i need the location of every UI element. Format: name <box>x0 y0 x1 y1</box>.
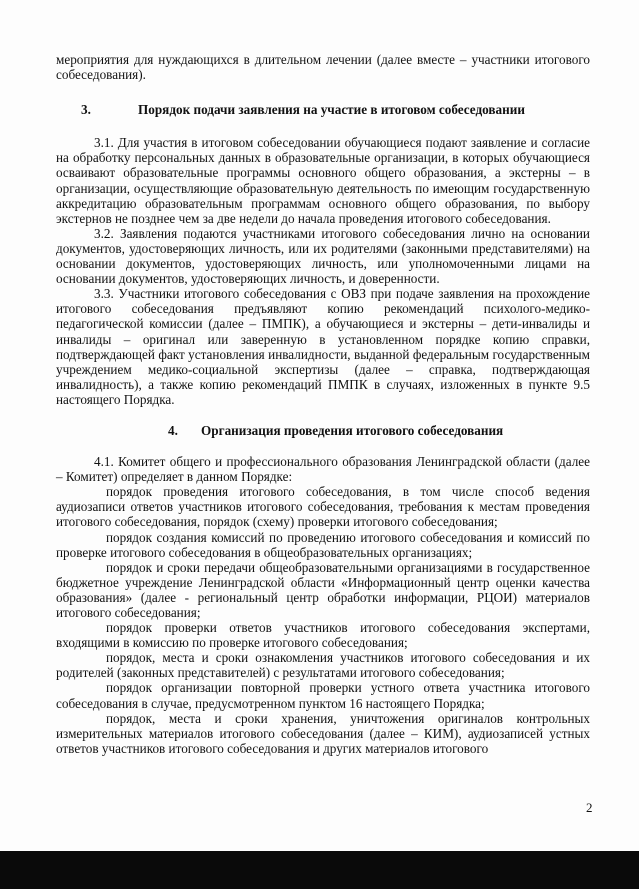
section-3-number: 3. <box>81 102 91 118</box>
document-body <box>56 52 590 756</box>
list-item: порядок, места и сроки ознакомления участников итогового собеседования и их родителей (законных представителей) с результатами итогового собеседования; <box>56 650 590 681</box>
paragraph-4-1: 4.1. Комитет общего и профессионального образования Ленинградской области (далее – Комитет) определяет в данном Порядке: <box>56 454 590 485</box>
paragraph-3-1: 3.1. Для участия в итоговом собеседовании обучающиеся подают заявление и согласие на обработку персональных данных в образовательные организации, в которых обучающиеся осваивают образовательные программы основного общего образования, а экстерны – в организации, осуществляющие образовательную деятельность по имеющим государственную аккредитацию образовательным программам основного общего образования, по выбору экстернов не позднее чем за две недели до начала проведения итогового собеседования. <box>56 135 590 226</box>
scan-border <box>0 851 639 889</box>
section-4-title: Организация проведения итогового собеседования <box>201 422 504 438</box>
list-item: порядок и сроки передачи общеобразовательными организациями в государственное бюджетное учреждение Ленинградской области «Информационный центр оценки качества образования» (далее - региональный центр обработки информации, РЦОИ) материалов итогового собеседования; <box>56 559 590 620</box>
list-item: порядок, места и сроки хранения, уничтожения оригиналов контрольных измерительных материалов итогового собеседования (далее – КИМ), аудиозаписей устных ответов участников итогового собеседования и других материалов итогового <box>56 710 590 756</box>
paragraph-3-3: 3.3. Участники итогового собеседования с ОВЗ при подаче заявления на прохождение итогового собеседования предъявляют копию рекомендаций психолого-медико-педагогической комиссии (далее – ПМПК), а обучающиеся и экстерны – дети-инвалиды и инвалиды – оригинал или заверенную в установленном порядке копию справки, подтверждающей факт установления инвалидности, выданной федеральным государственным учреждением медико-социальной экспертизы (далее – справка, подтверждающая инвалидность), а также копию рекомендаций ПМПК в случаях, изложенных в пункте 9.5 настоящего Порядка. <box>56 286 590 407</box>
section-4-number: 4. <box>168 422 178 438</box>
list-item: порядок организации повторной проверки устного ответа участника итогового собеседования в случае, предусмотренном пунктом 16 настоящего Порядка; <box>56 680 590 711</box>
section-3-heading <box>56 102 590 117</box>
page-number: 2 <box>586 800 593 815</box>
section-4-heading <box>56 423 590 438</box>
list-item: порядок создания комиссий по проведению итогового собеседования и комиссий по проверке итогового собеседования в общеобразовательных организациях; <box>56 529 590 560</box>
section-3-title: Порядок подачи заявления на участие в итоговом собеседовании <box>138 102 525 118</box>
list-item: порядок проверки ответов участников итогового собеседования экспертами, входящими в комиссию по проверке итогового собеседования; <box>56 620 590 651</box>
paragraph-3-2: 3.2. Заявления подаются участниками итогового собеседования лично на основании документов, удостоверяющих личность, или их родителями (законными представителями) на основании документов, удостоверяющих личность, или уполномоченными лицами на основании документов, удостоверяющих личность, и доверенности. <box>56 225 590 287</box>
list-item: порядок проведения итогового собеседования, в том числе способ ведения аудиозаписи ответов участников итогового собеседования, требования к местам проведения итогового собеседования, порядок (схему) проверки итогового собеседования; <box>56 484 590 530</box>
continuation-paragraph: мероприятия для нуждающихся в длительном лечении (далее вместе – участники итогового собеседования). <box>56 52 590 83</box>
